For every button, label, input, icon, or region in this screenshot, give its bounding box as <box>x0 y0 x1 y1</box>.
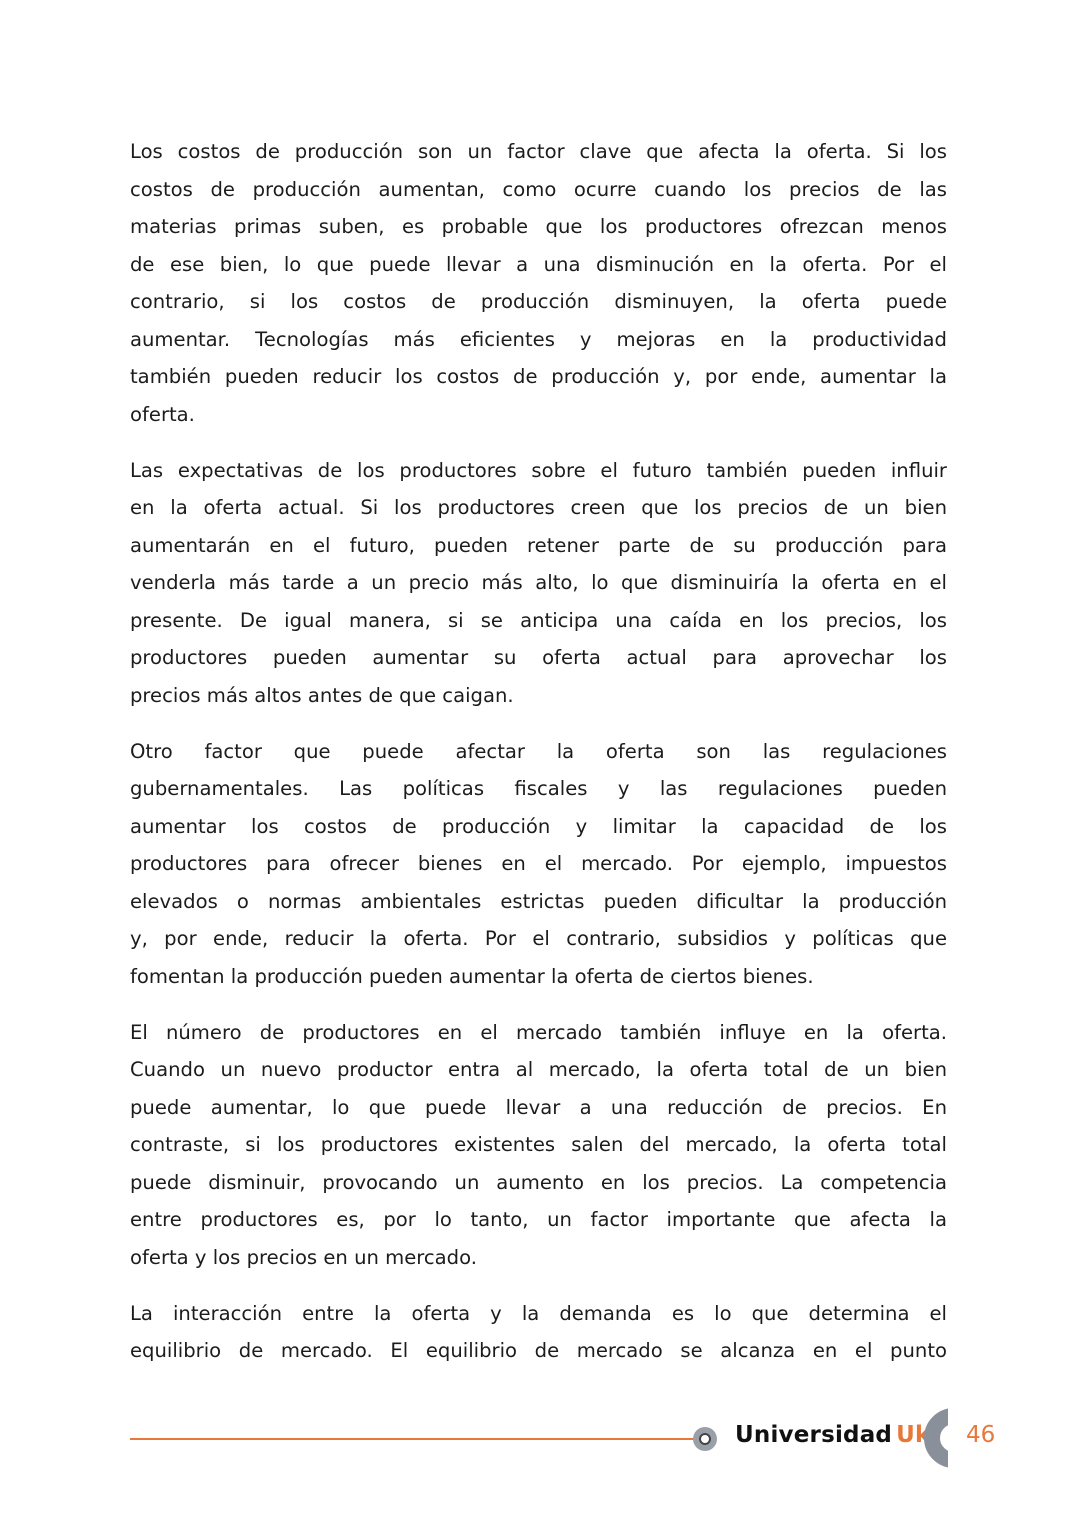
paragraph <box>130 1014 947 1277</box>
text-line: fomentan la producción pueden aumentar la oferta de ciertos bienes. <box>130 964 814 988</box>
text-line: productores para ofrecer bienes en el mercado. Por ejemplo, impuestos <box>130 852 947 875</box>
body-text <box>130 133 947 1388</box>
text-line: aumentarán en el futuro, pueden retener parte de su producción para <box>130 533 947 557</box>
text-line: precios más altos antes de que caigan. <box>130 683 514 707</box>
text-line: en la oferta actual. Si los productores creen que los precios de un bien <box>130 496 947 519</box>
text-line: venderla más tarde a un precio más alto, lo que disminuiría la oferta en el <box>130 571 947 594</box>
text-line: Otro factor que puede afectar la oferta son las regulaciones <box>130 739 947 763</box>
text-line: presente. De igual manera, si se anticipa una caída en los precios, los <box>130 608 947 632</box>
text-line: entre productores es, por lo tanto, un factor importante que afecta la <box>130 1208 947 1231</box>
text-line: costos de producción aumentan, como ocurre cuando los precios de las <box>130 177 947 201</box>
text-line: El número de productores en el mercado también influye en la oferta. <box>130 1020 947 1044</box>
brand-accent: Uk <box>896 1422 931 1448</box>
text-line: puede aumentar, lo que puede llevar a una reducción de precios. En <box>130 1095 947 1119</box>
text-line: materias primas suben, es probable que los productores ofrezcan menos <box>130 215 947 238</box>
text-line: oferta y los precios en un mercado. <box>130 1245 477 1269</box>
page-number: 46 <box>966 1422 996 1448</box>
brand-name: Universidad <box>735 1422 893 1448</box>
text-line: oferta. <box>130 402 195 426</box>
paragraph <box>130 733 947 996</box>
footer-brand <box>735 1422 930 1448</box>
logo-circle-icon <box>693 1427 717 1451</box>
text-line: Las expectativas de los productores sobre el futuro también pueden influir <box>130 458 947 482</box>
paragraph <box>130 133 947 433</box>
text-line: Los costos de producción son un factor clave que afecta la oferta. Si los <box>130 140 947 163</box>
text-line: La interacción entre la oferta y la demanda es lo que determina el <box>130 1301 947 1325</box>
text-line: equilibrio de mercado. El equilibrio de mercado se alcanza en el punto <box>130 1339 947 1362</box>
text-line: aumentar. Tecnologías más eficientes y mejoras en la productividad <box>130 327 947 351</box>
text-line: también pueden reducir los costos de producción y, por ende, aumentar la <box>130 365 947 388</box>
text-line: Cuando un nuevo productor entra al mercado, la oferta total de un bien <box>130 1058 947 1081</box>
text-line: de ese bien, lo que puede llevar a una disminución en la oferta. Por el <box>130 252 947 276</box>
text-line: gubernamentales. Las políticas fiscales y las regulaciones pueden <box>130 777 947 800</box>
paragraph <box>130 1295 947 1370</box>
footer-divider <box>130 1438 695 1440</box>
text-line: aumentar los costos de producción y limitar la capacidad de los <box>130 814 947 838</box>
text-line: puede disminuir, provocando un aumento en los precios. La competencia <box>130 1170 947 1194</box>
text-line: elevados o normas ambientales estrictas pueden dificultar la producción <box>130 889 947 913</box>
text-line: contraste, si los productores existentes salen del mercado, la oferta total <box>130 1133 947 1156</box>
paragraph <box>130 452 947 715</box>
text-line: y, por ende, reducir la oferta. Por el contrario, subsidios y políticas que <box>130 927 947 950</box>
text-line: productores pueden aumentar su oferta actual para aprovechar los <box>130 646 947 669</box>
text-line: contrario, si los costos de producción disminuyen, la oferta puede <box>130 290 947 313</box>
